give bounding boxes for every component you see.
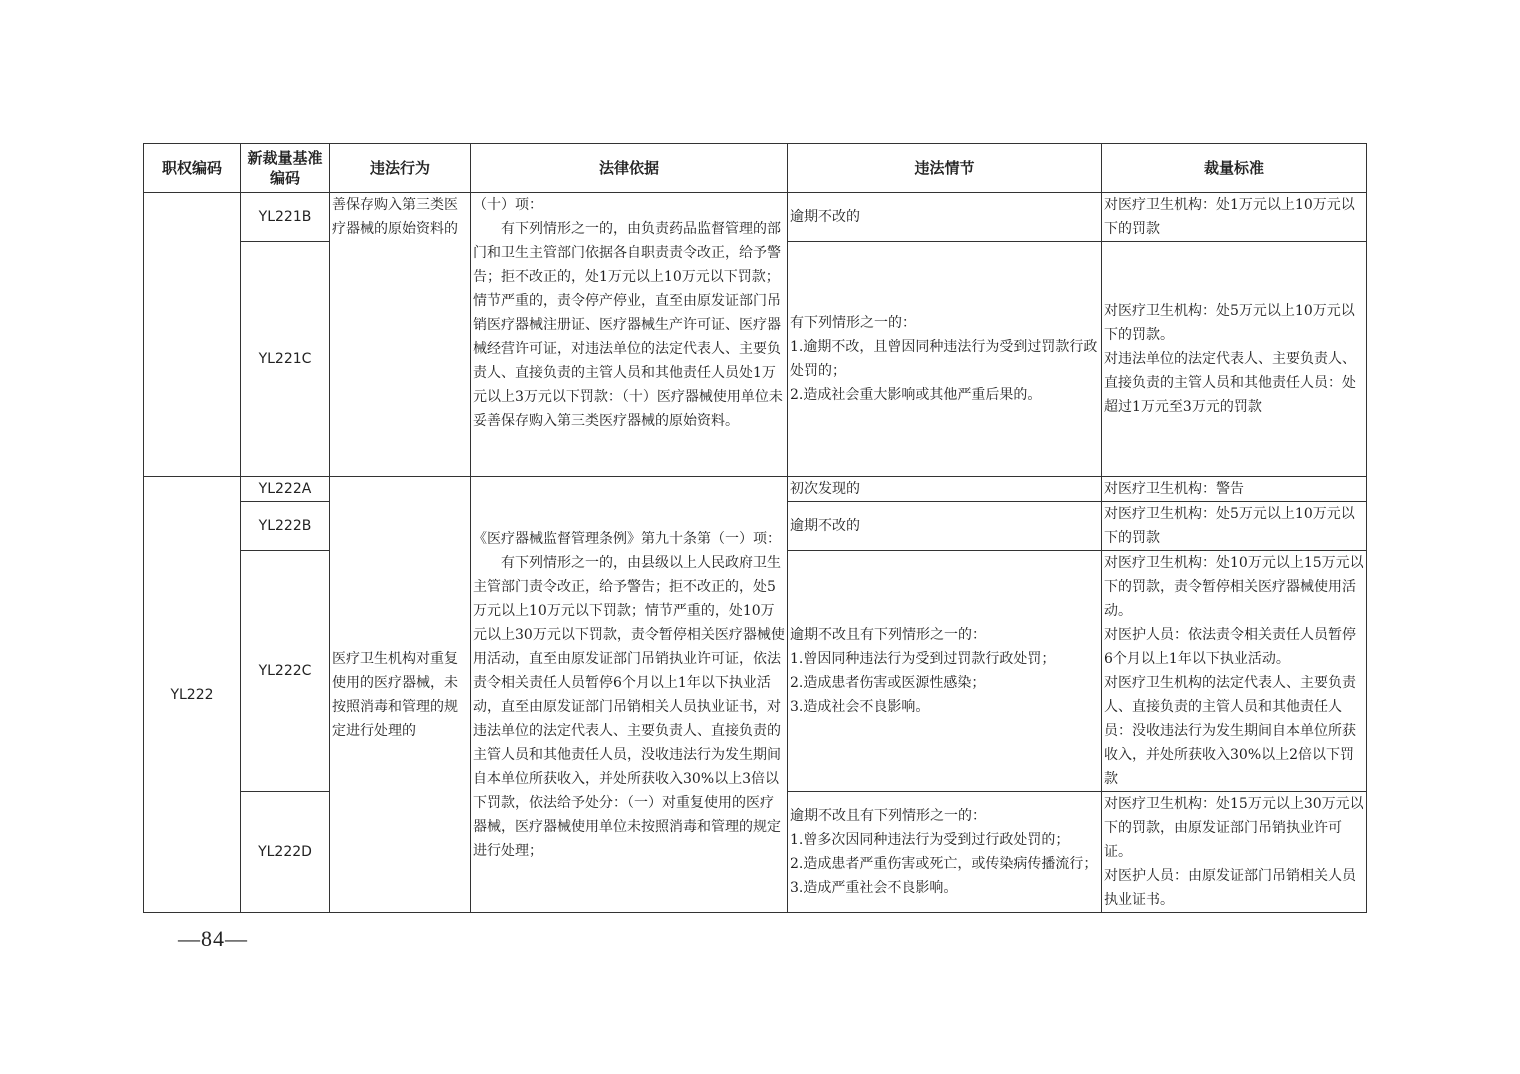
benchmark-code: YL222A [241,477,330,502]
standard-line: 对违法单位的法定代表人、主要负责人、直接负责的主管人员和其他责任人员：处超过1万元至3万元的罚款 [1104,351,1356,415]
standard-line: 对医疗卫生机构：处10万元以上15万元以下的罚款，责令暂停相关医疗器械使用活动。 [1104,555,1364,619]
standard-cell [1102,792,1367,913]
table-row [144,477,1367,502]
benchmark-code: YL221C [241,242,330,477]
table-row [144,193,1367,242]
benchmark-code: YL222C [241,551,330,792]
standard-cell [1102,242,1367,477]
standard-cell: 对医疗卫生机构：警告 [1102,477,1367,502]
violation-cell: 医疗卫生机构对重复使用的医疗器械，未按照消毒和管理的规定进行处理的 [330,477,471,913]
circumstance-cell: 初次发现的 [788,477,1102,502]
header-circumstance: 违法情节 [788,144,1102,193]
circumstance-line: 逾期不改且有下列情形之一的： [790,627,986,643]
standard-line: 对医疗卫生机构：处15万元以上30万元以下的罚款，由原发证部门吊销执业许可证。 [1104,796,1364,860]
table-header-row [144,144,1367,193]
authority-code-cell [144,193,241,477]
benchmark-code: YL222D [241,792,330,913]
circumstance-line: 3.造成严重社会不良影响。 [790,880,958,896]
standard-cell: 对医疗卫生机构：处1万元以上10万元以下的罚款 [1102,193,1367,242]
standard-line: 对医疗卫生机构的法定代表人、主要负责人、直接负责的主管人员和其他责任人员：没收违法行为发生期间自本单位所获收入，并处所获收入30%以上2倍以下罚款 [1104,675,1356,787]
circumstance-line: 2.造成患者严重伤害或死亡，或传染病传播流行； [790,856,1098,872]
circumstance-line: 1.曾因同种违法行为受到过罚款行政处罚； [790,651,1056,667]
benchmark-code: YL222B [241,502,330,551]
header-authority-code: 职权编码 [144,144,241,193]
circumstance-cell: 逾期不改的 [788,193,1102,242]
standard-cell [1102,551,1367,792]
header-violation: 违法行为 [330,144,471,193]
circumstance-cell [788,242,1102,477]
page-number: —84— [178,926,248,951]
header-legal-basis: 法律依据 [471,144,788,193]
circumstance-line: 1.逾期不改，且曾因同种违法行为受到过罚款行政处罚的； [790,339,1098,379]
circumstance-line: 2.造成患者伤害或医源性感染； [790,675,986,691]
standard-line: 对医护人员：依法责令相关责任人员暂停6个月以上1年以下执业活动。 [1104,627,1356,667]
penalty-standards-table [143,143,1367,913]
circumstance-cell: 逾期不改的 [788,502,1102,551]
circumstance-line: 3.造成社会不良影响。 [790,699,930,715]
standard-line: 对医护人员：由原发证部门吊销相关人员执业证书。 [1104,868,1356,908]
circumstance-line: 1.曾多次因同种违法行为受到过行政处罚的； [790,832,1070,848]
legal-basis-heading: （十）项： [473,197,543,213]
legal-basis-body: 有下列情形之一的，由负责药品监督管理的部门和卫生主管部门依据各自职责责令改正，给予警告；拒不改正的，处1万元以上10万元以下罚款；情节严重的，责令停产停业，直至由原发证部门吊销医疗器械注册证、医疗器械生产许可证、医疗器械经营许可证，对违法单位的法定代表人、主要负责人、直接负责的主管人员和其他责任人员处1万元以上3万元以下罚款：（十）医疗器械使用单位未妥善保存购入第三类医疗器械的原始资料。 [473,221,783,429]
benchmark-code: YL221B [241,193,330,242]
legal-basis-cell [471,193,788,477]
standard-line: 对医疗卫生机构：处5万元以上10万元以下的罚款。 [1104,303,1355,343]
header-standard: 裁量标准 [1102,144,1367,193]
legal-basis-heading: 《医疗器械监督管理条例》第九十条第（一）项： [473,530,781,547]
header-benchmark-code: 新裁量基准编码 [241,144,330,193]
circumstance-line: 2.造成社会重大影响或其他严重后果的。 [790,387,1042,403]
standard-cell: 对医疗卫生机构：处5万元以上10万元以下的罚款 [1102,502,1367,551]
circumstance-cell [788,792,1102,913]
circumstance-line: 有下列情形之一的： [790,315,916,331]
circumstance-line: 逾期不改且有下列情形之一的： [790,808,986,824]
legal-basis-body: 有下列情形之一的，由县级以上人民政府卫生主管部门责令改正，给予警告；拒不改正的，处5万元以上10万元以下罚款；情节严重的，处10万元以上30万元以下罚款，责令暂停相关医疗器械使用活动，直至由原发证部门吊销执业许可证，依法责令相关责任人员暂停6个月以上1年以下执业活动，直至由原发证部门吊销相关人员执业证书，对违法单位的法定代表人、主要负责人、直接负责的主管人员和其他责任人员，没收违法行为发生期间自本单位所获收入，并处所获收入30%以上3倍以下罚款，依法给予处分：（一）对重复使用的医疗器械，医疗器械使用单位未按照消毒和管理的规定进行处理； [473,554,785,859]
authority-code: YL222 [144,477,241,913]
violation-cell: 善保存购入第三类医疗器械的原始资料的 [330,193,471,477]
legal-basis-cell [471,477,788,913]
circumstance-cell [788,551,1102,792]
